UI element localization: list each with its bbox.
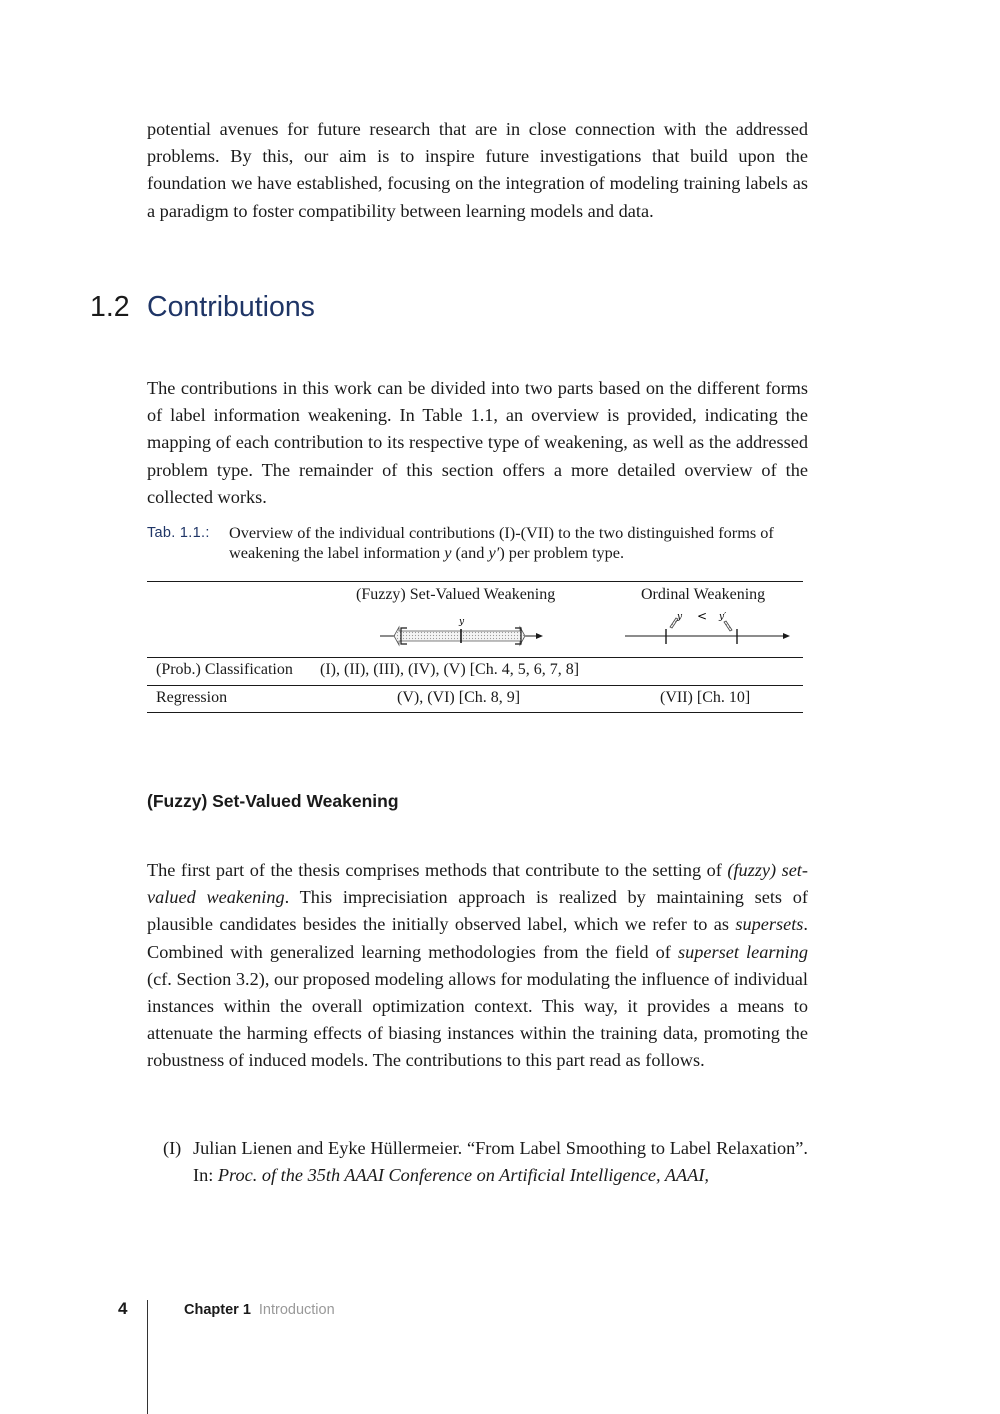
ord-illus-y-prime: y′ (719, 612, 727, 622)
row-label-classification: (Prob.) Classification (156, 661, 293, 678)
cell-regression-set-valued: (V), (VI) [Ch. 8, 9] (397, 689, 521, 706)
contribution-reference-i (163, 1135, 808, 1189)
reference-text: Julian Lienen and Eyke Hüllermeier. “From Label Smoothing to Label Relaxation”. In: Proc. of the 35th AAAI Conference on Artificial Intelligence, AAAI, (193, 1138, 808, 1186)
table-caption-text: Overview of the individual contributions (I)-(VII) to the two distinguished forms of weakening the label information y (and y′) per problem type. (229, 523, 774, 562)
footer-chapter-number: Chapter 1 (184, 1302, 251, 1318)
set-valued-illustration (375, 610, 547, 650)
fuzzy-paragraph: The first part of the thesis comprises methods that contribute to the setting of (fuzzy) set-valued weakening. This imprecisiation approach is realized by maintaining sets of plausible candidates besides the initially observed label, which we refer to as supersets. Combined with generalized learning methodologies from the field of superset learning (cf. Section 3.2), our proposed modeling allows for modulating the influence of individual instances within the overall optimization context. This way, it provides a means to attenuate the harming effects of biasing instances within the training data, promoting the robustness of induced models. The contributions to this part read as follows. (147, 860, 809, 1071)
footer-chapter (184, 1302, 335, 1318)
section-title: Contributions (147, 291, 315, 323)
set-illus-label-y: y (459, 617, 465, 627)
col-header-ordinal: Ordinal Weakening (641, 586, 766, 603)
table-bottom-rule (147, 712, 803, 713)
footer-rule (147, 1300, 148, 1414)
page-number: 4 (118, 1299, 128, 1318)
reference-number: (I) (163, 1138, 182, 1158)
cell-regression-ordinal: (VII) [Ch. 10] (660, 689, 751, 706)
row-label-regression: Regression (156, 689, 228, 706)
footer-chapter-title: Introduction (258, 1302, 335, 1318)
section-heading (90, 291, 315, 324)
ordinal-illustration (620, 605, 796, 650)
table-mid-rule (147, 657, 803, 658)
cell-classification-set-valued: (I), (II), (III), (IV), (V) [Ch. 4, 5, 6, 7, 8] (320, 661, 580, 678)
ord-illus-y: y (677, 612, 683, 622)
col-header-set-valued: (Fuzzy) Set-Valued Weakening (356, 586, 556, 603)
section-number: 1.2 (90, 291, 130, 323)
intro-paragraph-end: potential avenues for future research that are in close connection with the addressed problems. By this, our aim is to inspire future investigations that build upon the foundation we have established, focusing on the integration of modeling training labels as a paradigm to foster compatibility between learning models and data. (147, 119, 808, 221)
table-caption-label: Tab. 1.1.: (147, 525, 210, 541)
contributions-paragraph: The contributions in this work can be divided into two parts based on the different forms of label information weakening. In Table 1.1, an overview is provided, indicating the mapping of each contribution to its respective type of weakening, as well as the addressed problem type. The remainder of this section offers a more detailed overview of the collected works. (147, 378, 808, 507)
ord-illus-less-than: < (697, 609, 708, 623)
table-caption (147, 523, 812, 563)
table-top-rule (147, 581, 803, 582)
table-row-rule (147, 685, 803, 686)
subsection-heading: (Fuzzy) Set-Valued Weakening (147, 791, 399, 811)
